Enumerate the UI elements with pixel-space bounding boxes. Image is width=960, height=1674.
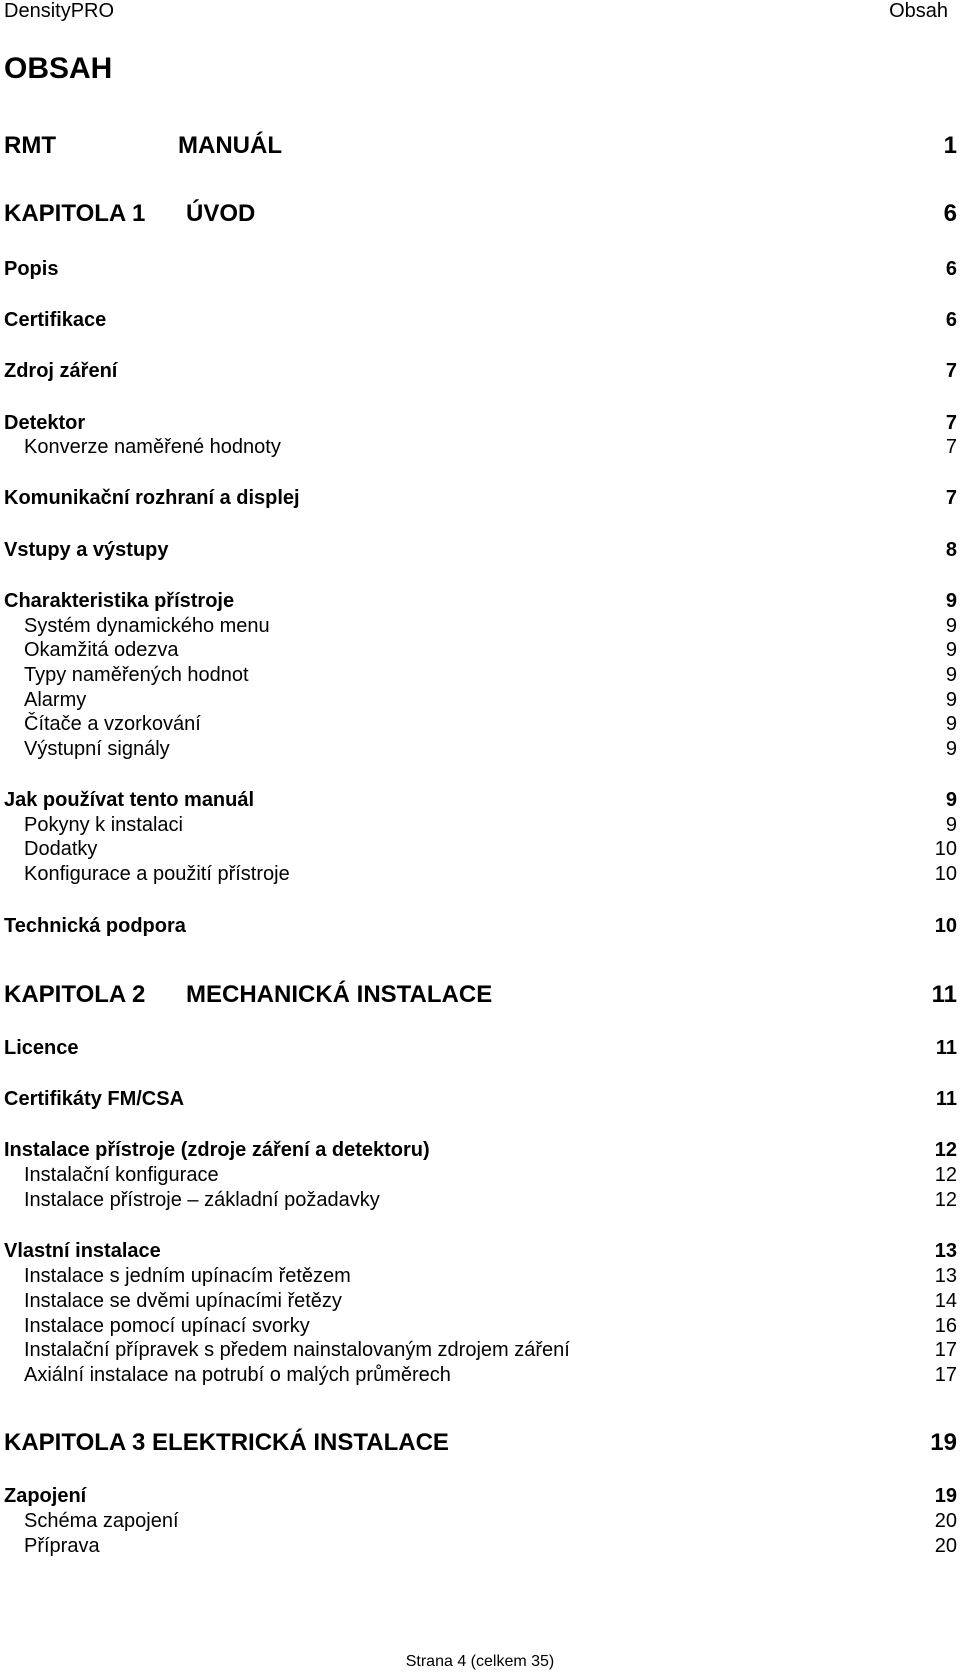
toc-label: Licence <box>4 1037 79 1059</box>
toc-label: KAPITOLA 1 <box>4 200 146 227</box>
toc-entry-chapter-1[interactable] <box>0 199 957 229</box>
toc-entry-manual[interactable] <box>0 131 957 161</box>
toc-page-number: 19 <box>934 1485 957 1507</box>
toc-page-number: 9 <box>945 590 957 612</box>
toc-page-number: 1 <box>943 132 957 159</box>
toc-page-number: 20 <box>934 1535 957 1557</box>
toc-page-number: 11 <box>935 1088 957 1110</box>
toc-label: Alarmy <box>24 689 87 711</box>
toc-entry-dodatky[interactable] <box>0 837 957 861</box>
toc-page-number: 11 <box>935 1037 957 1059</box>
toc-entry-licence[interactable] <box>0 1036 957 1060</box>
toc-page-number: 9 <box>945 738 957 760</box>
toc-entry-inst-konf[interactable] <box>0 1163 957 1187</box>
toc-label: Certifikace <box>4 309 107 331</box>
toc-entry-detektor[interactable] <box>0 411 957 435</box>
toc-page-number: 12 <box>934 1139 957 1161</box>
toc-label: Instalace s jedním upínacím řetězem <box>24 1265 351 1287</box>
toc-page-number: 9 <box>945 689 957 711</box>
toc-page-number: 17 <box>934 1339 957 1361</box>
toc-page-number: 6 <box>945 309 957 331</box>
toc-label-title: MANUÁL <box>178 132 282 159</box>
toc-label-title: ÚVOD <box>186 200 256 227</box>
toc-entry-charakteristika[interactable] <box>0 589 957 613</box>
toc-page-number: 9 <box>945 789 957 811</box>
toc-page-number: 9 <box>945 713 957 735</box>
toc-entry-axialni[interactable] <box>0 1363 957 1387</box>
toc-label: Zdroj záření <box>4 360 118 382</box>
toc-label-title: MECHANICKÁ INSTALACE <box>186 981 493 1008</box>
toc-page-number: 13 <box>934 1265 957 1287</box>
toc-label: Okamžitá odezva <box>24 639 179 661</box>
toc-entry-citace[interactable] <box>0 712 957 736</box>
toc-label: Výstupní signály <box>24 738 170 760</box>
toc-label: Pokyny k instalaci <box>24 814 183 836</box>
toc-entry-zdroj[interactable] <box>0 359 957 383</box>
toc-label: Instalace přístroje – základní požadavky <box>24 1189 380 1211</box>
toc-entry-zapojeni[interactable] <box>0 1484 957 1508</box>
toc-entry-podpora[interactable] <box>0 914 957 938</box>
toc-label: Čítače a vzorkování <box>24 713 201 735</box>
toc-label: Technická podpora <box>4 915 186 937</box>
toc-label: RMT <box>4 132 56 159</box>
toc-label: KAPITOLA 3 ELEKTRICKÁ INSTALACE <box>4 1429 449 1456</box>
toc-label: Jak používat tento manuál <box>4 789 255 811</box>
toc-page-number: 10 <box>934 915 957 937</box>
header-left-text: DensityPRO <box>4 0 115 22</box>
toc-label: Instalační přípravek s předem nainstalovaným zdrojem záření <box>24 1339 570 1361</box>
toc-page-number: 7 <box>945 360 957 382</box>
toc-entry-typy[interactable] <box>0 663 957 687</box>
toc-entry-instalace[interactable] <box>0 1138 957 1162</box>
toc-label: Schéma zapojení <box>24 1510 179 1532</box>
toc-label: Komunikační rozhraní a displej <box>4 487 300 509</box>
toc-label: Konverze naměřené hodnoty <box>24 436 281 458</box>
toc-page-number: 16 <box>934 1315 957 1337</box>
toc-page-number: 9 <box>945 664 957 686</box>
toc-page-number: 7 <box>945 436 957 458</box>
toc-page-number: 6 <box>945 258 957 280</box>
toc-label: Konfigurace a použití přístroje <box>24 863 290 885</box>
toc-page-number: 19 <box>930 1429 957 1456</box>
toc-label: Vstupy a výstupy <box>4 539 169 561</box>
toc-entry-system[interactable] <box>0 614 957 638</box>
toc-label: Axiální instalace na potrubí o malých průměrech <box>24 1364 451 1386</box>
toc-entry-pokyny[interactable] <box>0 813 957 837</box>
toc-entry-chapter-2[interactable] <box>0 980 957 1010</box>
toc-entry-konverze[interactable] <box>0 435 957 459</box>
toc-label: KAPITOLA 2 <box>4 981 146 1008</box>
toc-label: Příprava <box>24 1535 100 1557</box>
toc-entry-certfm[interactable] <box>0 1087 957 1111</box>
toc-label: Dodatky <box>24 838 98 860</box>
toc-label: Instalace pomocí upínací svorky <box>24 1315 310 1337</box>
toc-page-number: 10 <box>934 838 957 860</box>
page-title: OBSAH <box>4 52 113 85</box>
toc-entry-jednim[interactable] <box>0 1264 957 1288</box>
toc-entry-svorky[interactable] <box>0 1314 957 1338</box>
toc-label: Typy naměřených hodnot <box>24 664 249 686</box>
toc-label: Zapojení <box>4 1485 87 1507</box>
toc-label: Certifikáty FM/CSA <box>4 1088 185 1110</box>
toc-entry-certifikace[interactable] <box>0 308 957 332</box>
page-footer: Strana 4 (celkem 35) <box>405 1653 555 1670</box>
toc-entry-schema[interactable] <box>0 1509 957 1533</box>
toc-label: Instalační konfigurace <box>24 1164 219 1186</box>
toc-entry-vlastni[interactable] <box>0 1239 957 1263</box>
toc-entry-vystupni[interactable] <box>0 737 957 761</box>
toc-page-number: 9 <box>945 615 957 637</box>
toc-page-number: 14 <box>934 1290 957 1312</box>
toc-label: Instalace se dvěmi upínacími řetězy <box>24 1290 342 1312</box>
toc-entry-inst-zakl[interactable] <box>0 1188 957 1212</box>
toc-entry-priprava[interactable] <box>0 1534 957 1558</box>
toc-page-number: 8 <box>945 539 957 561</box>
toc-page-number: 13 <box>934 1240 957 1262</box>
toc-label: Systém dynamického menu <box>24 615 270 637</box>
toc-page-number: 11 <box>931 981 957 1008</box>
toc-label: Instalace přístroje (zdroje záření a detektoru) <box>4 1139 430 1161</box>
toc-entry-komunikacni[interactable] <box>0 486 957 510</box>
toc-entry-okamzita[interactable] <box>0 638 957 662</box>
toc-entry-chapter-3[interactable] <box>0 1428 957 1458</box>
toc-page-number: 9 <box>945 639 957 661</box>
toc-page-number: 20 <box>934 1510 957 1532</box>
toc-entry-dvemi[interactable] <box>0 1289 957 1313</box>
toc-page-number: 12 <box>934 1189 957 1211</box>
header-right-text: Obsah <box>889 0 948 22</box>
toc-page-number: 17 <box>934 1364 957 1386</box>
toc-page-number: 7 <box>945 412 957 434</box>
toc-page-number: 10 <box>934 863 957 885</box>
toc-entry-konfigurace[interactable] <box>0 862 957 886</box>
toc-label: Vlastní instalace <box>4 1240 161 1262</box>
toc-page-number: 12 <box>934 1164 957 1186</box>
toc-entry-pripravek[interactable] <box>0 1338 957 1362</box>
toc-label: Detektor <box>4 412 86 434</box>
toc-label: Charakteristika přístroje <box>4 590 235 612</box>
toc-entry-jak[interactable] <box>0 788 957 812</box>
toc-entry-vstupy[interactable] <box>0 538 957 562</box>
toc-page-number: 6 <box>943 200 957 227</box>
toc-page-number: 9 <box>945 814 957 836</box>
toc-entry-alarmy[interactable] <box>0 688 957 712</box>
toc-page-number: 7 <box>945 487 957 509</box>
toc-label: Popis <box>4 258 59 280</box>
toc-entry-popis[interactable] <box>0 257 957 281</box>
